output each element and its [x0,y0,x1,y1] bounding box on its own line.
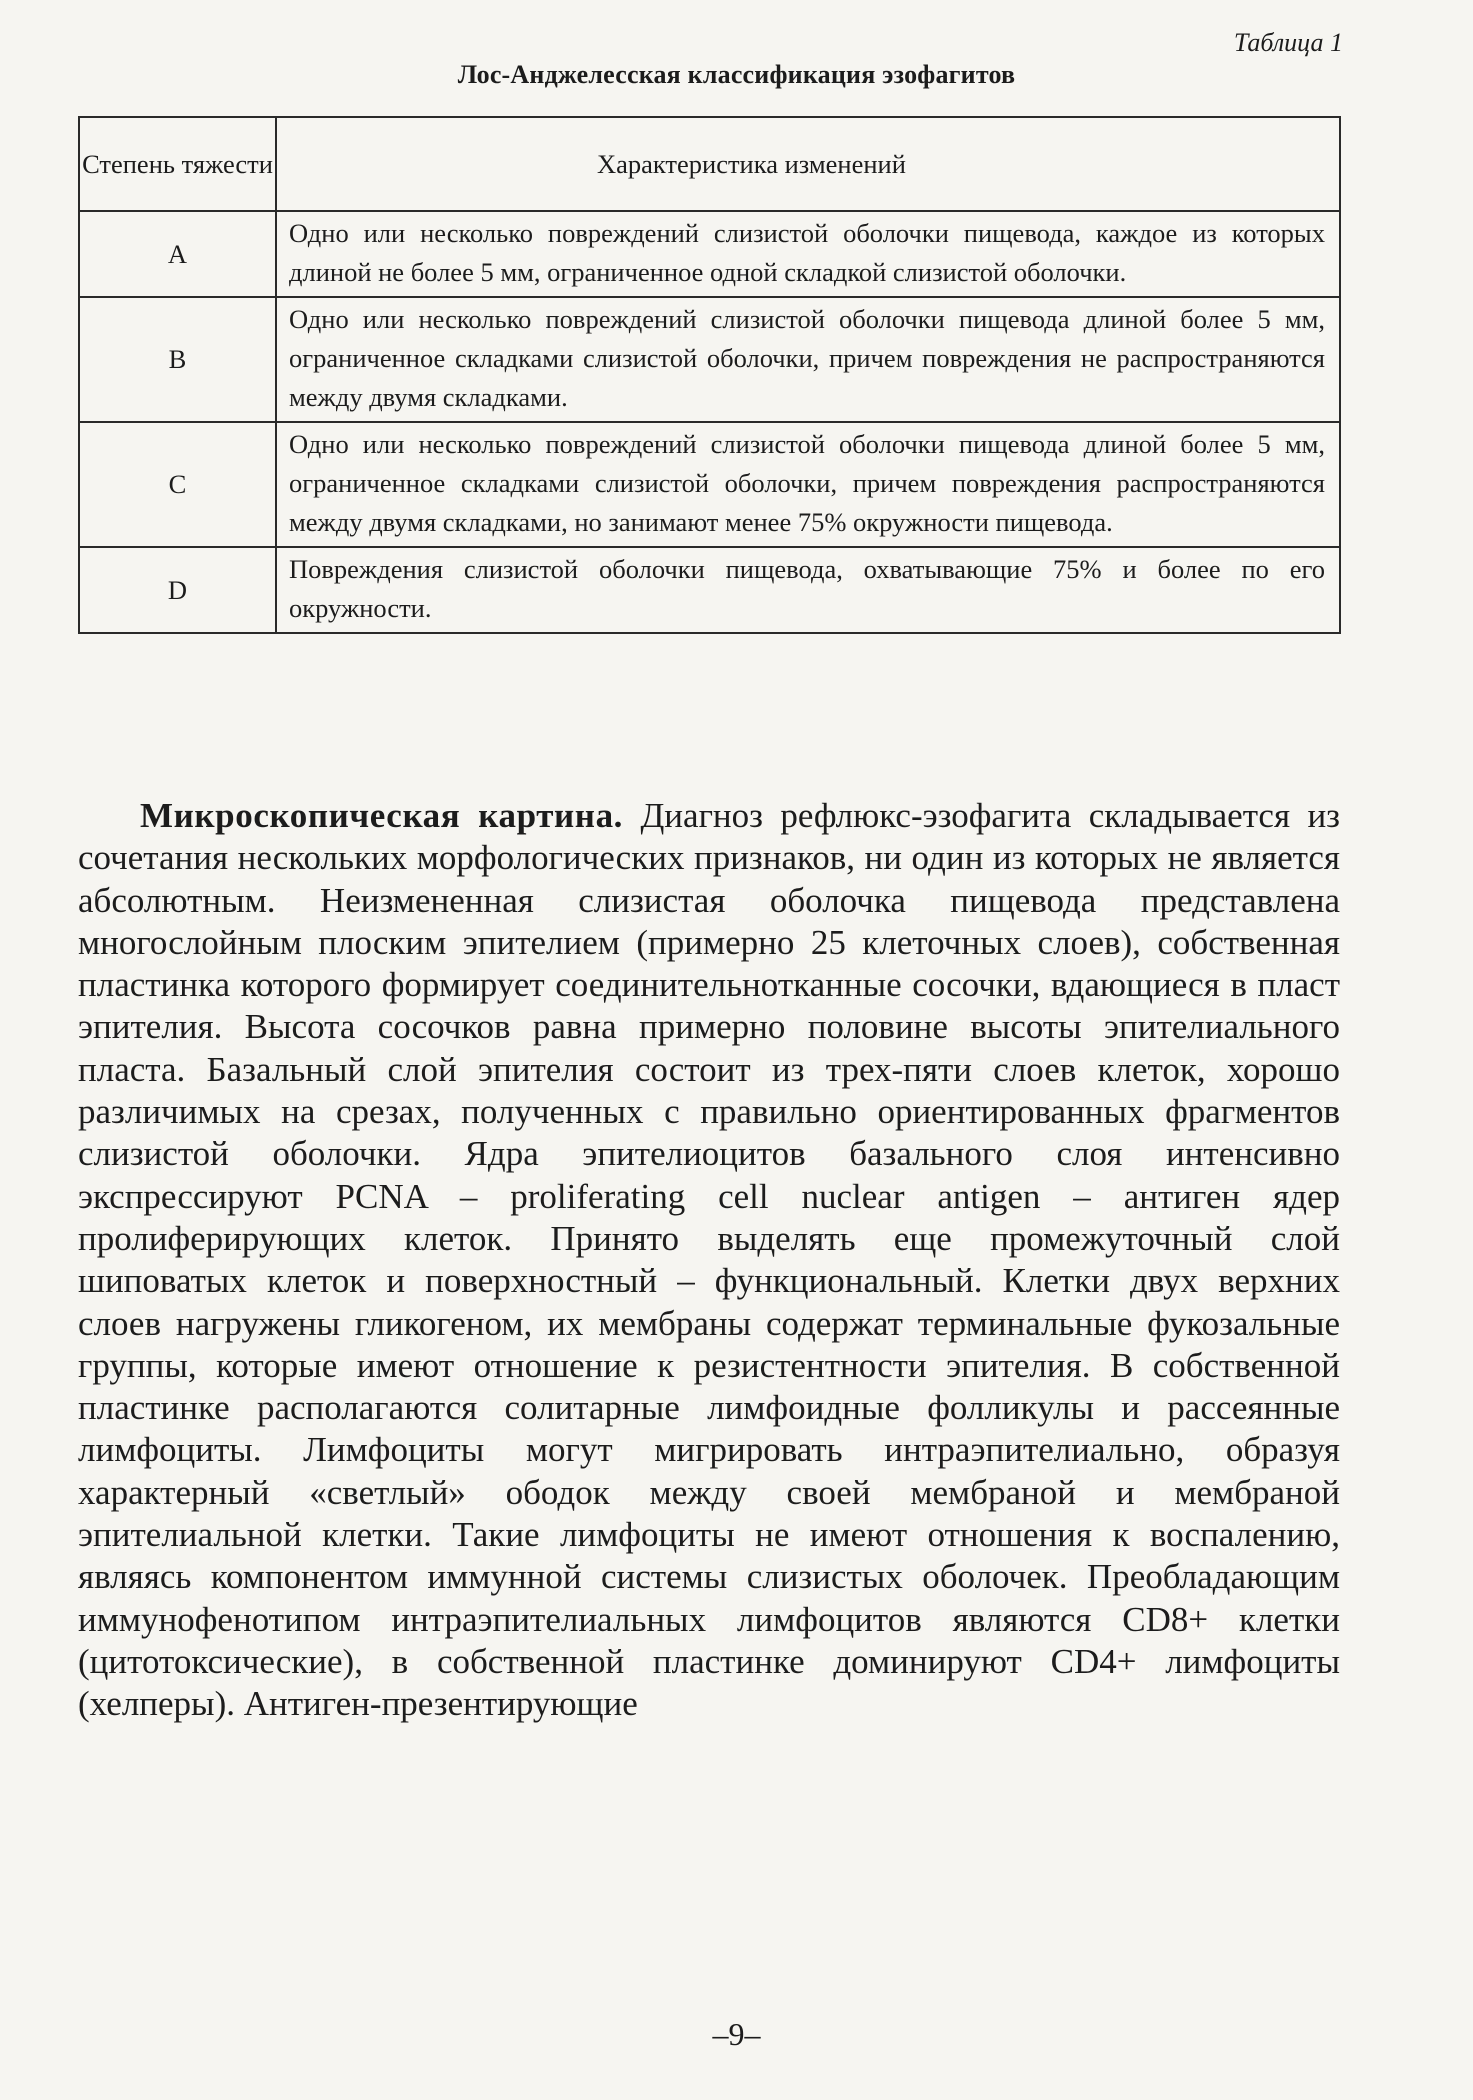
table-title: Лос-Анджелесская классификация эзофагитов [457,60,1016,89]
classification-table [78,116,1341,634]
page-number: –9– [712,2016,761,2052]
table-row [79,297,1340,422]
description-cell: Одно или несколько повреждений слизистой оболочки пищевода длиной более 5 мм, ограниченное складками слизистой оболочки, причем повреждения не распространяются между двумя складками. [276,297,1340,422]
table-row [79,211,1340,297]
description-cell: Одно или несколько повреждений слизистой оболочки пищевода, каждое из которых длиной не более 5 мм, ограниченное одной складкой слизистой оболочки. [276,211,1340,297]
section-heading: Микроскопическая картина. [140,796,624,835]
grade-cell: D [79,547,276,633]
description-cell: Одно или несколько повреждений слизистой оболочки пищевода длиной более 5 мм, ограниченное складками слизистой оболочки, причем повреждения распространяются между двумя складками, но занимают менее 75% окружности пищевода. [276,422,1340,547]
table-header-row [79,117,1340,211]
grade-cell: C [79,422,276,547]
table-row [79,422,1340,547]
grade-cell: B [79,297,276,422]
description-cell: Повреждения слизистой оболочки пищевода, охватывающие 75% и более по его окружности. [276,547,1340,633]
body-paragraph [78,795,1340,1726]
header-severity: Степень тяжести [79,117,276,211]
grade-cell: A [79,211,276,297]
table-row [79,547,1340,633]
table-label: Таблица 1 [1233,28,1343,57]
header-characteristic: Характеристика изменений [276,117,1340,211]
paragraph-text: Диагноз рефлюкс-эзофагита складывается из сочетания нескольких морфологических признаков, ни один из которых не является абсолютным. Неизмененная слизистая оболочка пищевода представлена многослойным плоским эпителием (примерно 25 клеточных слоев), собственная пластинка которого формирует соединительнотканные сосочки, вдающиеся в пласт эпителия. Высота сосочков равна примерно половине высоты эпителиального пласта. Базальный слой эпителия состоит из трех-пяти слоев клеток, хорошо различимых на срезах, полученных с правильно ориентированных фрагментов слизистой оболочки. Ядра эпителиоцитов базального слоя интенсивно экспрессируют PCNA – proliferating cell nuclear antigen – антиген ядер пролиферирующих клеток. Принято выделять еще промежуточный слой шиповатых клеток и поверхностный – функциональный. Клетки двух верхних слоев нагружены гликогеном, их мембраны содержат терминальные фукозальные группы, которые имеют отношение к резистентности эпителия. В собственной пластинке располагаются солитарные лимфоидные фолликулы и рассеянные лимфоциты. Лимфоциты могут мигрировать интраэпителиально, образуя характерный «светлый» ободок между своей мембраной и мембраной эпителиальной клетки. Такие лимфоциты не имеют отношения к воспалению, являясь компонентом иммунной системы слизистых оболочек. Преобладающим иммунофенотипом интраэпителиальных лимфоцитов являются CD8+ клетки (цитотоксические), в собственной пластинке доминируют CD4+ лимфоциты (хелперы). Антиген-презентирующие [78,796,1341,1724]
